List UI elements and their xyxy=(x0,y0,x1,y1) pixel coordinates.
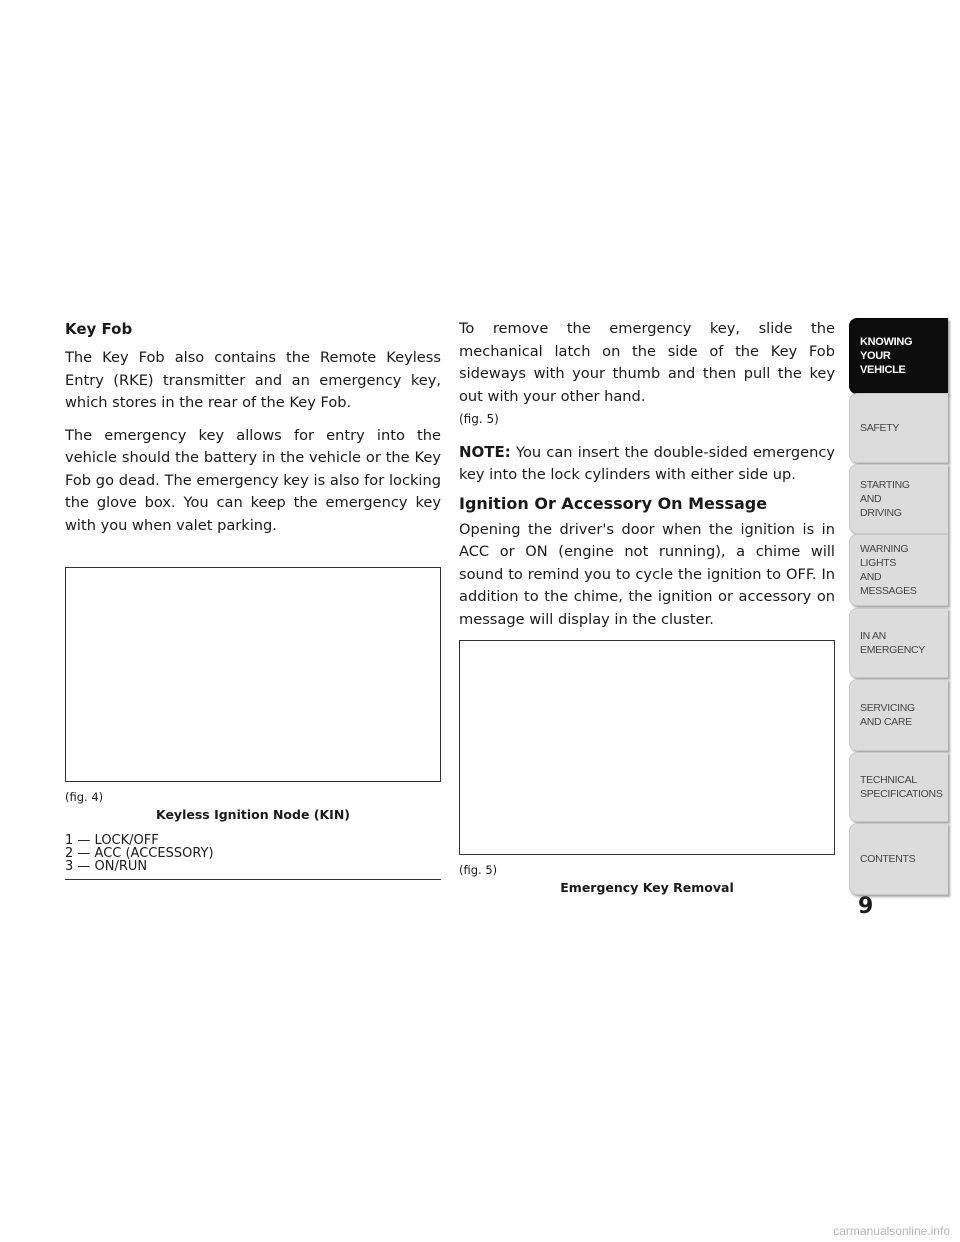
tab-label: WARNING LIGHTS AND MESSAGES xyxy=(860,543,917,597)
note-paragraph xyxy=(459,441,835,487)
figure-5-caption: Emergency Key Removal xyxy=(560,880,734,895)
left-column xyxy=(65,318,441,547)
page-number: 9 xyxy=(858,894,874,919)
legend-item-3: 3 — ON/RUN xyxy=(65,859,148,874)
right-column xyxy=(459,318,835,641)
tab-label: CONTENTS xyxy=(860,853,916,865)
figure-5-label: (fig. 5) xyxy=(459,863,498,877)
tab-in-an-emergency[interactable] xyxy=(849,608,948,678)
key-fob-paragraph-2: The emergency key allows for entry into the vehicle should the battery in the vehicle or the Key Fob go dead. The emergency key is also for locking the glove box. You can keep the emergency key with you when valet parking. xyxy=(65,426,441,534)
ignition-section-heading: Ignition Or Accessory On Message xyxy=(459,493,768,513)
tab-safety[interactable] xyxy=(849,393,948,463)
figure-4-rule xyxy=(65,879,441,880)
key-fob-heading: Key Fob xyxy=(65,320,133,338)
tab-label: TECHNICAL SPECIFICATIONS xyxy=(860,774,943,800)
remove-key-paragraph xyxy=(459,318,835,431)
tab-starting-and-driving[interactable] xyxy=(849,464,948,534)
tab-servicing-and-care[interactable] xyxy=(849,679,948,751)
key-fob-paragraph-1: The Key Fob also contains the Remote Keyless Entry (RKE) transmitter and an emergency key, which stores in the rear of the Key Fob. xyxy=(65,349,441,411)
tab-label: IN AN EMERGENCY xyxy=(860,630,925,656)
figure-4-legend xyxy=(65,834,214,873)
remove-key-fig-ref: (fig. 5) xyxy=(459,412,499,426)
tab-warning-lights-and-messages[interactable] xyxy=(849,534,948,606)
legend-item-2: 2 — ACC (ACCESSORY) xyxy=(65,846,214,861)
tab-technical-specifications[interactable] xyxy=(849,752,948,822)
remove-key-text: To remove the emergency key, slide the mechanical latch on the side of the Key Fob sideways with your thumb and then pull the key out with your other hand. xyxy=(459,320,835,405)
note-text: You can insert the double-sided emergency key into the lock cylinders with either side up. xyxy=(459,443,836,483)
figure-5-image xyxy=(459,640,835,855)
tab-contents[interactable] xyxy=(849,823,948,895)
figure-4-label: (fig. 4) xyxy=(65,790,104,804)
note-label: NOTE: xyxy=(459,442,511,461)
tab-label: SERVICING AND CARE xyxy=(860,702,915,728)
figure-4-image xyxy=(65,567,441,782)
tab-knowing-your-vehicle[interactable] xyxy=(849,318,948,394)
tab-label: STARTING AND DRIVING xyxy=(860,479,910,519)
tab-label: SAFETY xyxy=(860,422,900,434)
watermark: carmanualsonline.info xyxy=(833,1224,950,1238)
legend-item-1: 1 — LOCK/OFF xyxy=(65,833,159,848)
ignition-paragraph: Opening the driver's door when the ignition is in ACC or ON (engine not running), a chime will sound to remind you to cycle the ignition to OFF. In addition to the chime, the ignition or accessory on message will display in the cluster. xyxy=(459,520,835,628)
figure-4-caption: Keyless Ignition Node (KIN) xyxy=(155,807,351,822)
tab-label: KNOWING YOUR VEHICLE xyxy=(860,336,913,376)
